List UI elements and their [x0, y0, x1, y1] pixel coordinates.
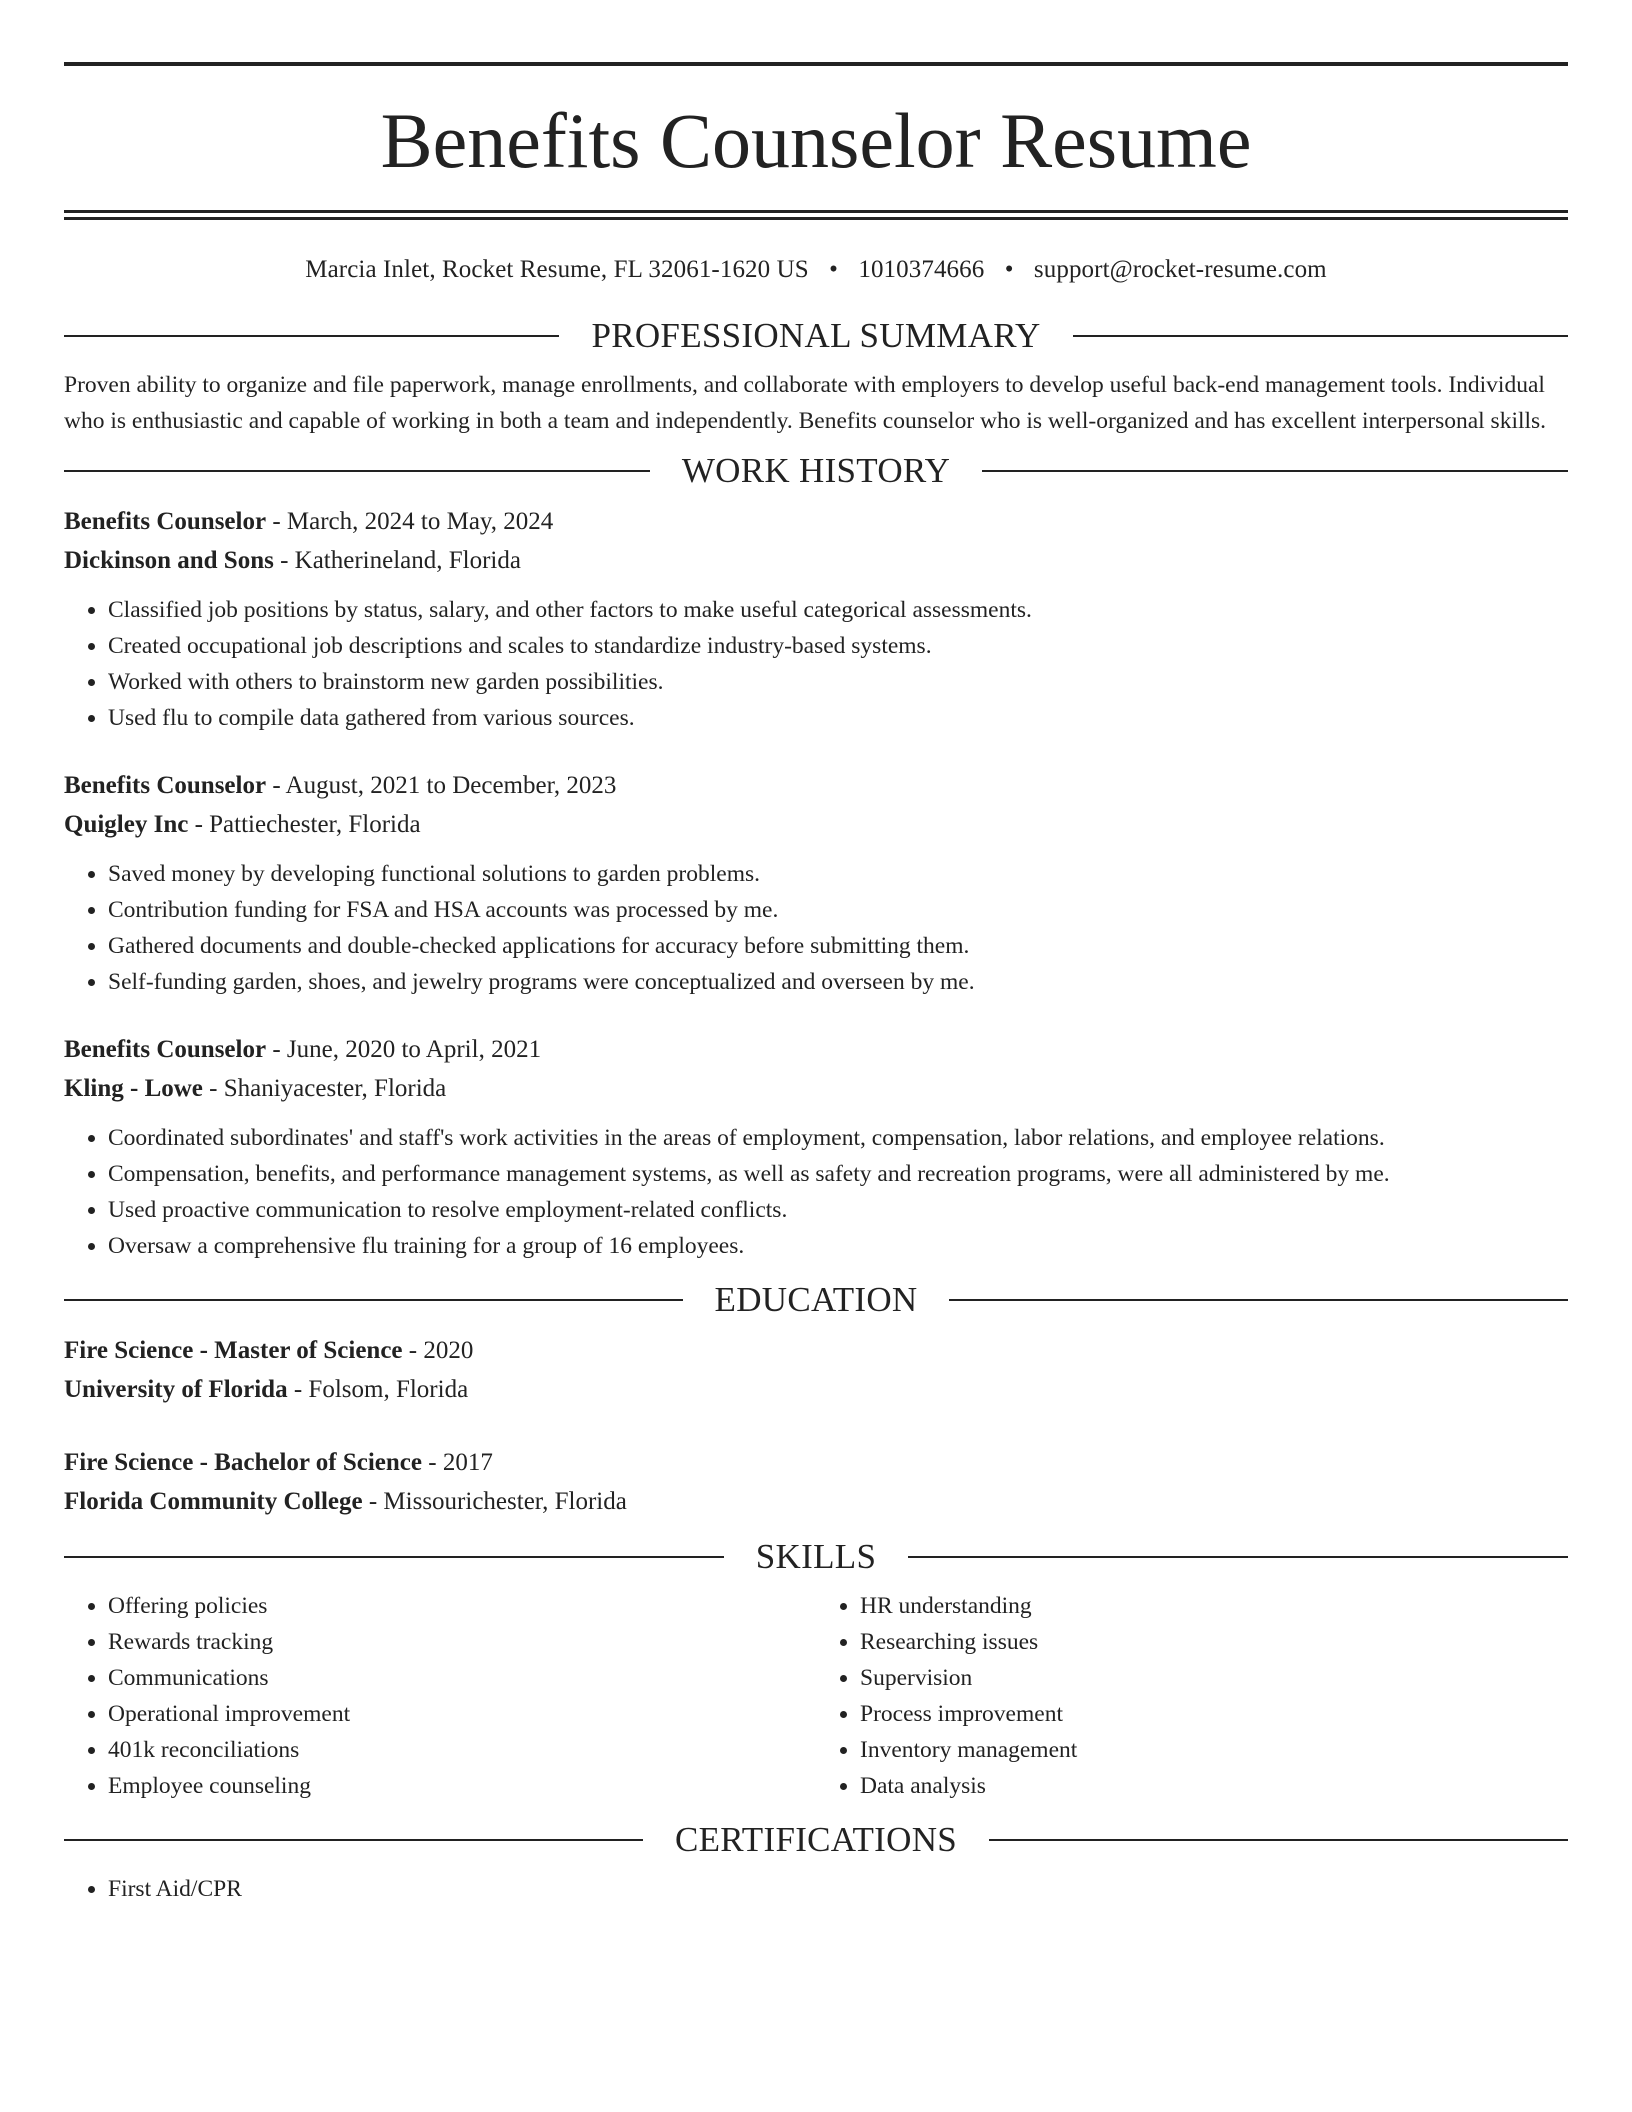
job-location: - Katherineland, Florida — [273, 547, 521, 574]
job-company-line — [64, 1069, 1568, 1108]
section-header-certifications — [64, 1822, 1568, 1857]
contact-address: Marcia Inlet, Rocket Resume, FL 32061-1620 US — [305, 256, 809, 283]
education-entry — [64, 1331, 1568, 1409]
job-bullet: • Contribution funding for FSA and HSA accounts was processed by me. — [108, 892, 1568, 928]
section-header-education — [64, 1282, 1568, 1317]
section-rule — [64, 1839, 643, 1841]
skills-list-right — [816, 1588, 1568, 1804]
job-bullets — [64, 592, 1568, 736]
education-school-line — [64, 1482, 1568, 1521]
education-year: - 2017 — [422, 1449, 493, 1476]
certifications-list — [64, 1871, 1568, 1907]
skill-item: • Offering policies — [108, 1588, 816, 1624]
job-company-line — [64, 805, 1568, 844]
job-title: Benefits Counselor — [64, 772, 267, 799]
job-dates: - June, 2020 to April, 2021 — [266, 1036, 542, 1063]
job-bullet: • Oversaw a comprehensive flu training for a group of 16 employees. — [108, 1228, 1568, 1264]
title-double-rule — [64, 210, 1568, 220]
job-title-line — [64, 502, 1568, 541]
education-school: Florida Community College — [64, 1488, 363, 1515]
job-company-line — [64, 541, 1568, 580]
contact-email: support@rocket-resume.com — [1033, 256, 1327, 283]
summary-text: Proven ability to organize and file paperwork, manage enrollments, and collaborate with employers to develop useful back-end management tools. Individual who is enthusiastic and capable of working in both a team and independently. Benefits counselor who is well-organized and has excellent interpersonal skills. — [64, 372, 1547, 434]
section-rule — [64, 1556, 724, 1558]
job-entry — [64, 502, 1568, 736]
job-bullets — [64, 1120, 1568, 1264]
skill-item: • Inventory management — [860, 1732, 1568, 1768]
education-location: - Missourichester, Florida — [362, 1488, 627, 1515]
job-company: Dickinson and Sons — [64, 547, 274, 574]
job-bullet: • Used flu to compile data gathered from various sources. — [108, 700, 1568, 736]
contact-line — [64, 256, 1568, 284]
skill-item: • Researching issues — [860, 1624, 1568, 1660]
section-title: EDUCATION — [714, 1280, 918, 1319]
skill-item: • Data analysis — [860, 1768, 1568, 1804]
certification-item: • First Aid/CPR — [108, 1871, 1568, 1907]
job-title-line — [64, 1030, 1568, 1069]
job-bullet: • Self-funding garden, shoes, and jewelry programs were conceptualized and overseen by me. — [108, 964, 1568, 1000]
section-header-skills — [64, 1539, 1568, 1574]
job-bullet: • Compensation, benefits, and performance management systems, as well as safety and recreation programs, were all administered by me. — [108, 1156, 1568, 1192]
job-title-line — [64, 766, 1568, 805]
job-bullet: • Used proactive communication to resolve employment-related conflicts. — [108, 1192, 1568, 1228]
contact-separator: • — [1004, 256, 1014, 283]
skill-item: • Process improvement — [860, 1696, 1568, 1732]
job-location: - Shaniyacester, Florida — [202, 1075, 447, 1102]
job-bullet: • Worked with others to brainstorm new garden possibilities. — [108, 664, 1568, 700]
section-header-work-history — [64, 453, 1568, 488]
job-bullet: • Created occupational job descriptions and scales to standardize industry-based systems. — [108, 628, 1568, 664]
section-rule — [64, 335, 559, 337]
certifications-block — [64, 1871, 1568, 1907]
job-title: Benefits Counselor — [64, 1036, 267, 1063]
job-bullets — [64, 856, 1568, 1000]
education-location: - Folsom, Florida — [287, 1376, 469, 1403]
skills-list-left — [64, 1588, 816, 1804]
section-title: CERTIFICATIONS — [674, 1820, 958, 1859]
contact-separator: • — [829, 256, 838, 283]
section-rule — [64, 470, 650, 472]
top-rule — [64, 62, 1568, 66]
skill-item: • Employee counseling — [108, 1768, 816, 1804]
job-bullet: • Gathered documents and double-checked applications for accuracy before submitting them. — [108, 928, 1568, 964]
skill-item: • Supervision — [860, 1660, 1568, 1696]
section-rule — [908, 1556, 1568, 1558]
job-entry — [64, 1030, 1568, 1264]
section-rule — [1073, 335, 1568, 337]
job-bullet: • Classified job positions by status, salary, and other factors to make useful categorical assessments. — [108, 592, 1568, 628]
education-year: - 2020 — [402, 1337, 474, 1364]
job-bullet: • Coordinated subordinates' and staff's work activities in the areas of employment, compensation, labor relations, and employee relations. — [108, 1120, 1568, 1156]
section-rule — [949, 1299, 1568, 1301]
skill-item: • 401k reconciliations — [108, 1732, 816, 1768]
section-header-summary — [64, 318, 1568, 353]
section-title: PROFESSIONAL SUMMARY — [591, 316, 1041, 355]
education-degree-line — [64, 1443, 1568, 1482]
skill-item: • Operational improvement — [108, 1696, 816, 1732]
section-rule — [989, 1839, 1568, 1841]
education-school: University of Florida — [64, 1376, 288, 1403]
contact-phone: 1010374666 — [858, 256, 985, 283]
education-degree-line — [64, 1331, 1568, 1370]
job-location: - Pattiechester, Florida — [188, 811, 421, 838]
skill-item: • Communications — [108, 1660, 816, 1696]
job-bullet: • Saved money by developing functional solutions to garden problems. — [108, 856, 1568, 892]
section-title: WORK HISTORY — [681, 451, 951, 490]
skill-item: • Rewards tracking — [108, 1624, 816, 1660]
skills-columns — [64, 1588, 1568, 1804]
education-degree: Fire Science - Master of Science — [64, 1337, 403, 1364]
skill-item: • HR understanding — [860, 1588, 1568, 1624]
section-title: SKILLS — [755, 1537, 877, 1576]
job-company: Quigley Inc — [64, 811, 189, 838]
section-rule — [982, 470, 1568, 472]
job-entry — [64, 766, 1568, 1000]
job-dates: - August, 2021 to December, 2023 — [266, 772, 617, 799]
job-title: Benefits Counselor — [64, 508, 267, 535]
education-school-line — [64, 1370, 1568, 1409]
section-rule — [64, 1299, 683, 1301]
resume-title: Benefits Counselor Resume — [380, 97, 1252, 184]
education-degree: Fire Science - Bachelor of Science — [64, 1449, 422, 1476]
education-entry — [64, 1443, 1568, 1521]
job-dates: - March, 2024 to May, 2024 — [266, 508, 554, 535]
job-company: Kling - Lowe — [64, 1075, 203, 1102]
